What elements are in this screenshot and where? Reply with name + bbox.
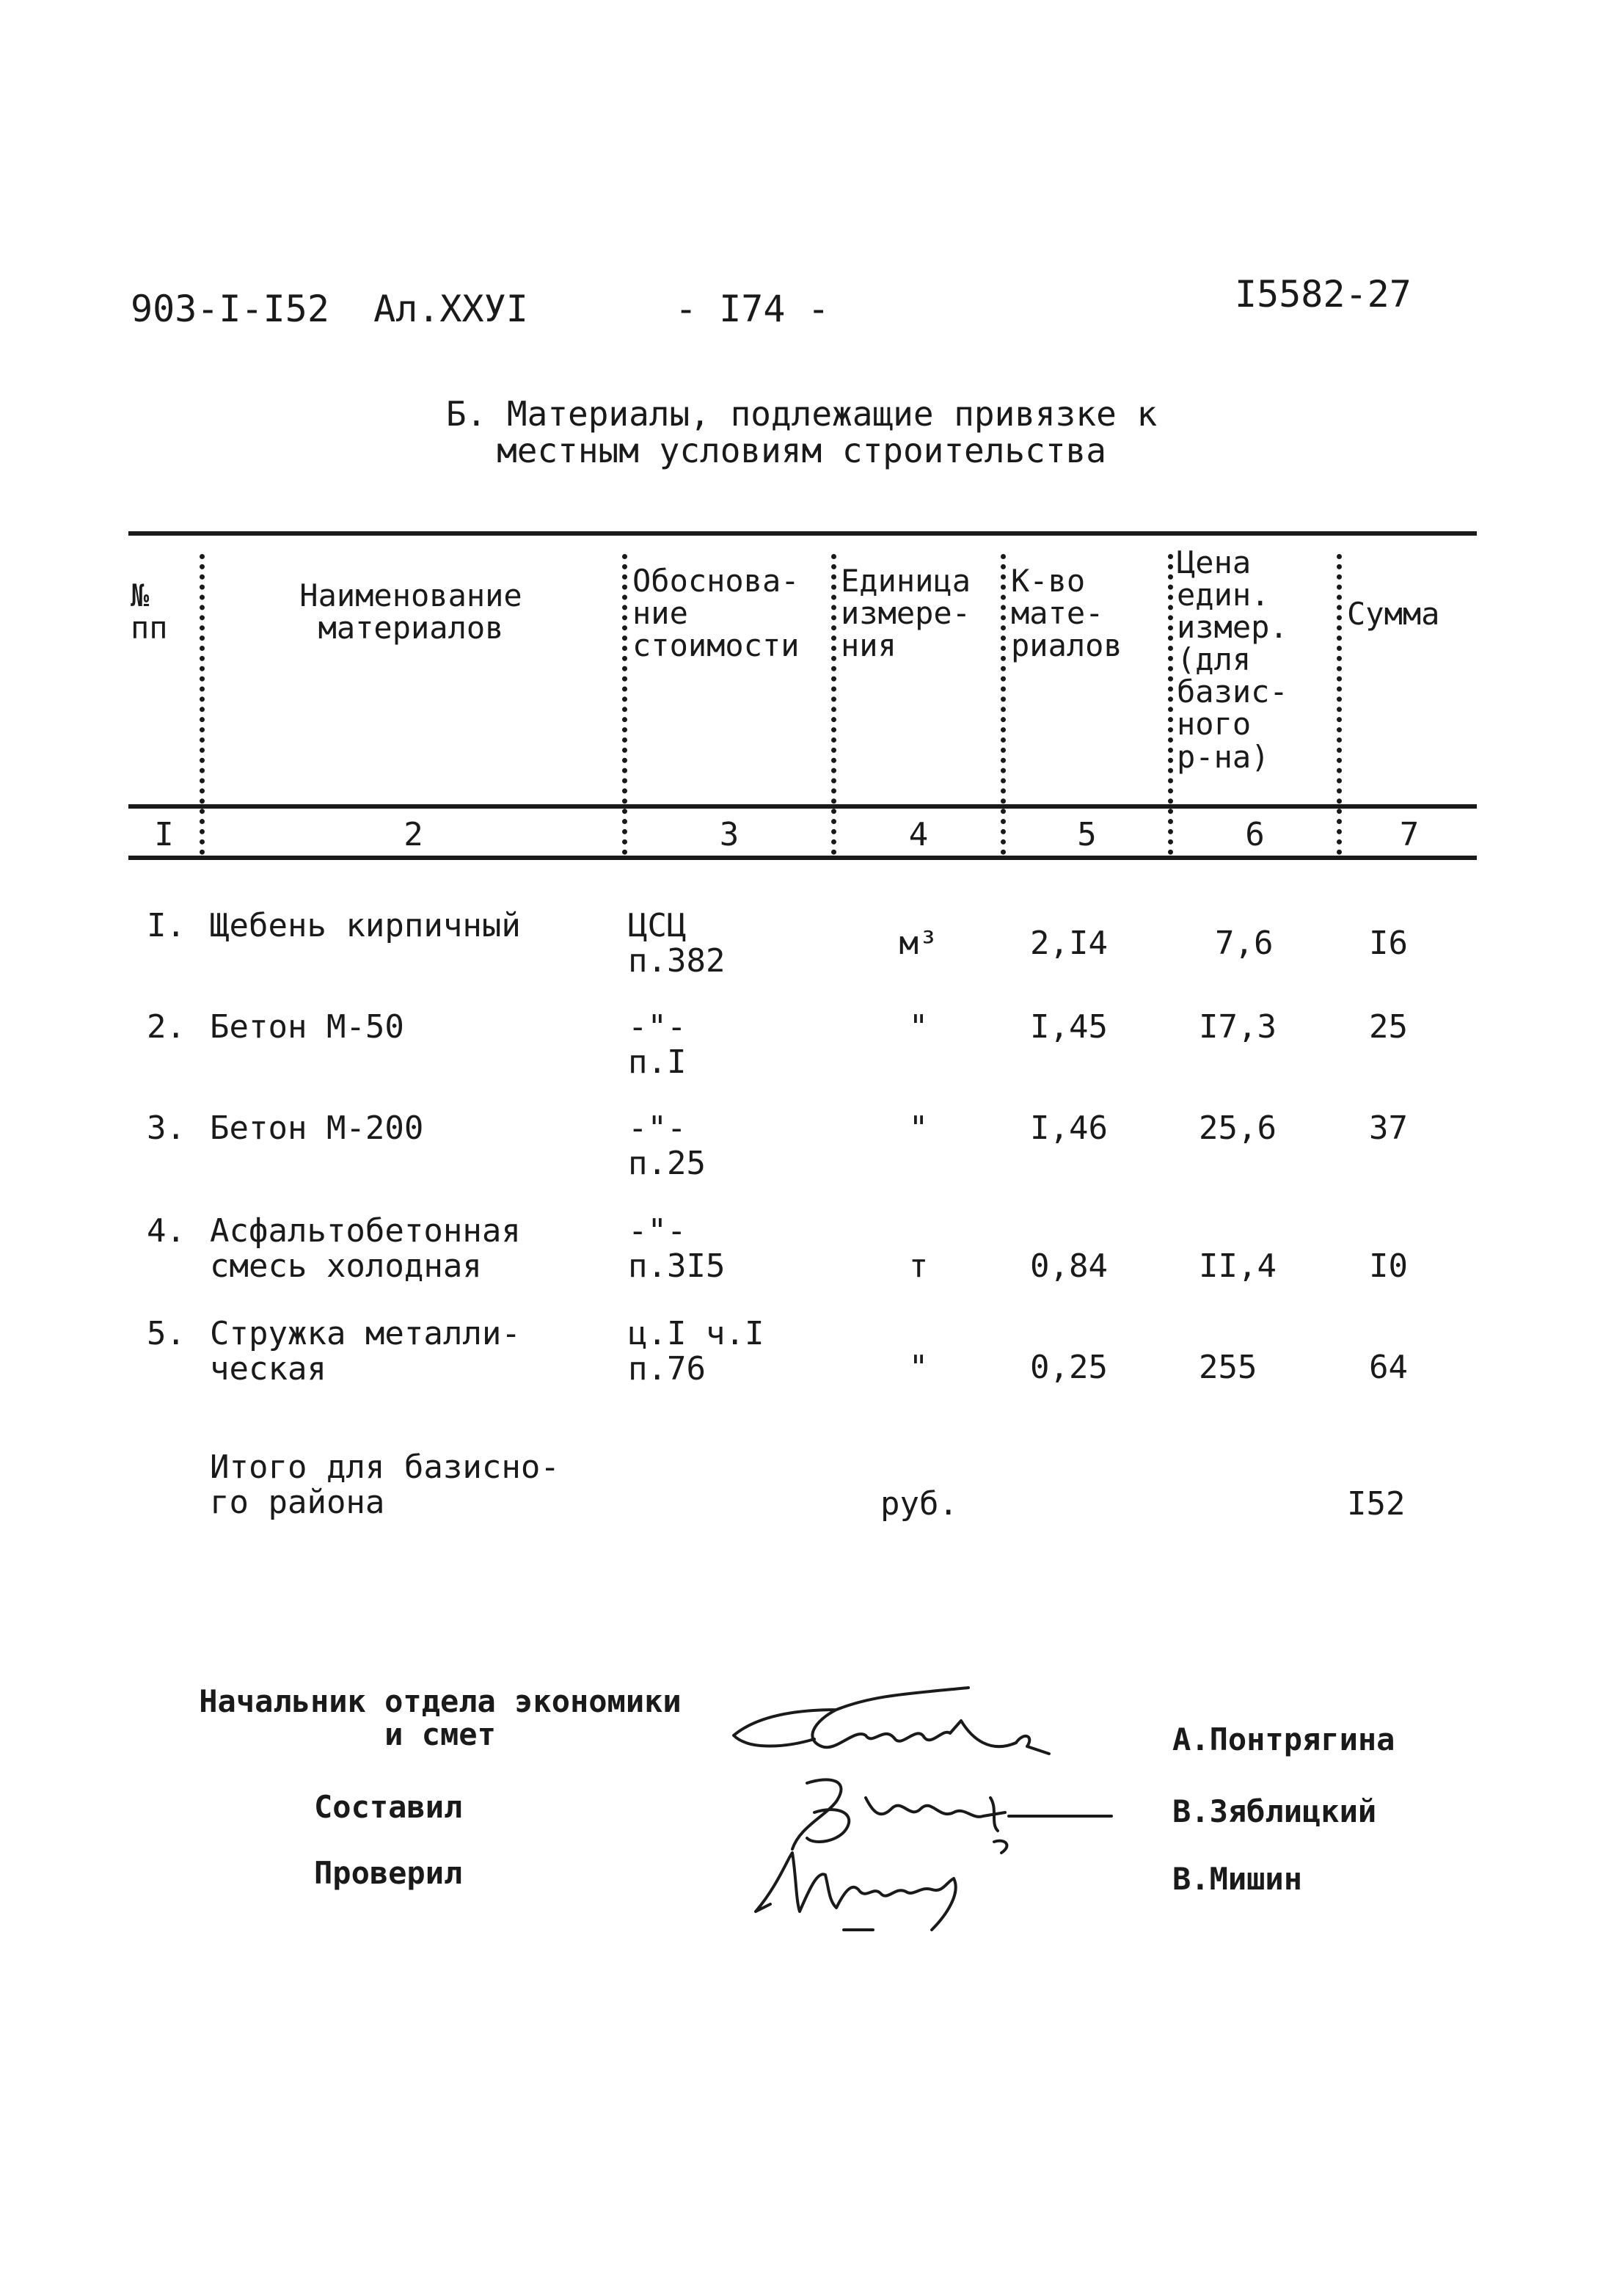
sheet-code: I5582-27 <box>1235 273 1412 316</box>
header-bottom-rule <box>128 804 1477 809</box>
column-number: I <box>154 816 174 853</box>
header-cost-basis: Обоснова- ние стоимости <box>632 563 800 664</box>
signatory-name-head: А.Понтрягина <box>1172 1721 1395 1757</box>
column-separator <box>1001 554 1006 855</box>
section-title-line-2: местным условиям строительства <box>497 431 1106 470</box>
quantity: 0,25 <box>1030 1349 1108 1386</box>
signature-compiled <box>792 1779 1111 1853</box>
unit-price: 255 <box>1199 1349 1257 1386</box>
column-number: 5 <box>1077 816 1097 853</box>
header-sum: Сумма <box>1347 596 1440 632</box>
handwritten-signatures <box>726 1666 1137 1945</box>
sum: I6 <box>1369 925 1408 962</box>
cost-basis: -"- п.3I5 <box>628 1212 726 1285</box>
unit-price: 25,6 <box>1199 1109 1277 1147</box>
column-separator <box>831 554 836 855</box>
signatory-name-compiled: В.Зяблицкий <box>1172 1793 1377 1829</box>
section-title-line-1: Б. Материалы, подлежащие привязке к <box>445 394 1158 434</box>
page-number: - I74 - <box>675 288 830 330</box>
row-number: I. <box>147 907 186 944</box>
signature-head <box>734 1688 1049 1754</box>
column-separator <box>1337 554 1342 855</box>
header-quantity: К-во мате- риалов <box>1011 563 1122 664</box>
total-label: Итого для базисно- го района <box>210 1448 560 1521</box>
column-separator <box>1168 554 1173 855</box>
column-separator <box>622 554 627 855</box>
unit: т <box>908 1247 929 1285</box>
cost-basis: -"- п.25 <box>628 1109 706 1182</box>
signatory-name-checked: В.Мишин <box>1172 1861 1303 1897</box>
signature-role-checked: Проверил <box>314 1855 463 1891</box>
header-number: № пп <box>131 577 168 646</box>
unit-price: 7,6 <box>1215 925 1274 962</box>
header-unit: Единица измере- ния <box>841 563 971 664</box>
quantity: I,46 <box>1030 1109 1108 1147</box>
column-number: 7 <box>1399 816 1420 853</box>
column-number: 4 <box>908 816 929 853</box>
quantity: I,45 <box>1030 1008 1108 1046</box>
cost-basis: ц.I ч.I п.76 <box>628 1315 764 1388</box>
sum: 37 <box>1369 1109 1408 1147</box>
sum: I0 <box>1369 1247 1408 1285</box>
total-unit: руб. <box>880 1485 958 1523</box>
signature-checked <box>756 1853 956 1930</box>
column-numbers-rule <box>128 856 1477 860</box>
table-top-rule <box>128 531 1477 536</box>
unit: " <box>908 1349 929 1386</box>
unit: " <box>908 1008 929 1046</box>
material-name: Щебень кирпичный <box>210 907 521 944</box>
unit: м³ <box>899 925 938 962</box>
column-separator <box>200 554 205 855</box>
material-name: Бетон М-50 <box>210 1008 404 1046</box>
document-code: 903-I-I52 Ал.XXУI <box>131 288 528 330</box>
unit: " <box>908 1109 929 1147</box>
quantity: 2,I4 <box>1030 925 1108 962</box>
column-number: 2 <box>404 816 423 853</box>
sum: 25 <box>1369 1008 1408 1046</box>
cost-basis: ЦСЦ п.382 <box>628 907 726 980</box>
column-number: 6 <box>1245 816 1265 853</box>
quantity: 0,84 <box>1030 1247 1108 1285</box>
row-number: 5. <box>147 1315 186 1352</box>
sum: 64 <box>1369 1349 1408 1386</box>
signature-role-head: Начальник отдела экономики и смет <box>199 1683 682 1753</box>
total-sum: I52 <box>1347 1485 1406 1523</box>
row-number: 4. <box>147 1212 186 1250</box>
unit-price: I7,3 <box>1199 1008 1277 1046</box>
material-name: Асфальтобетонная смесь холодная <box>210 1212 521 1285</box>
material-name: Стружка металли- ческая <box>210 1315 521 1388</box>
unit-price: II,4 <box>1199 1247 1277 1285</box>
header-material-name: Наименование материалов <box>299 577 522 646</box>
signature-role-compiled: Составил <box>314 1789 463 1825</box>
column-number: 3 <box>719 816 740 853</box>
row-number: 3. <box>147 1109 186 1147</box>
header-unit-price: Цена един. измер. (для базис- ного р-на) <box>1177 544 1288 775</box>
row-number: 2. <box>147 1008 186 1046</box>
cost-basis: -"- п.I <box>628 1008 687 1081</box>
material-name: Бетон М-200 <box>210 1109 424 1147</box>
